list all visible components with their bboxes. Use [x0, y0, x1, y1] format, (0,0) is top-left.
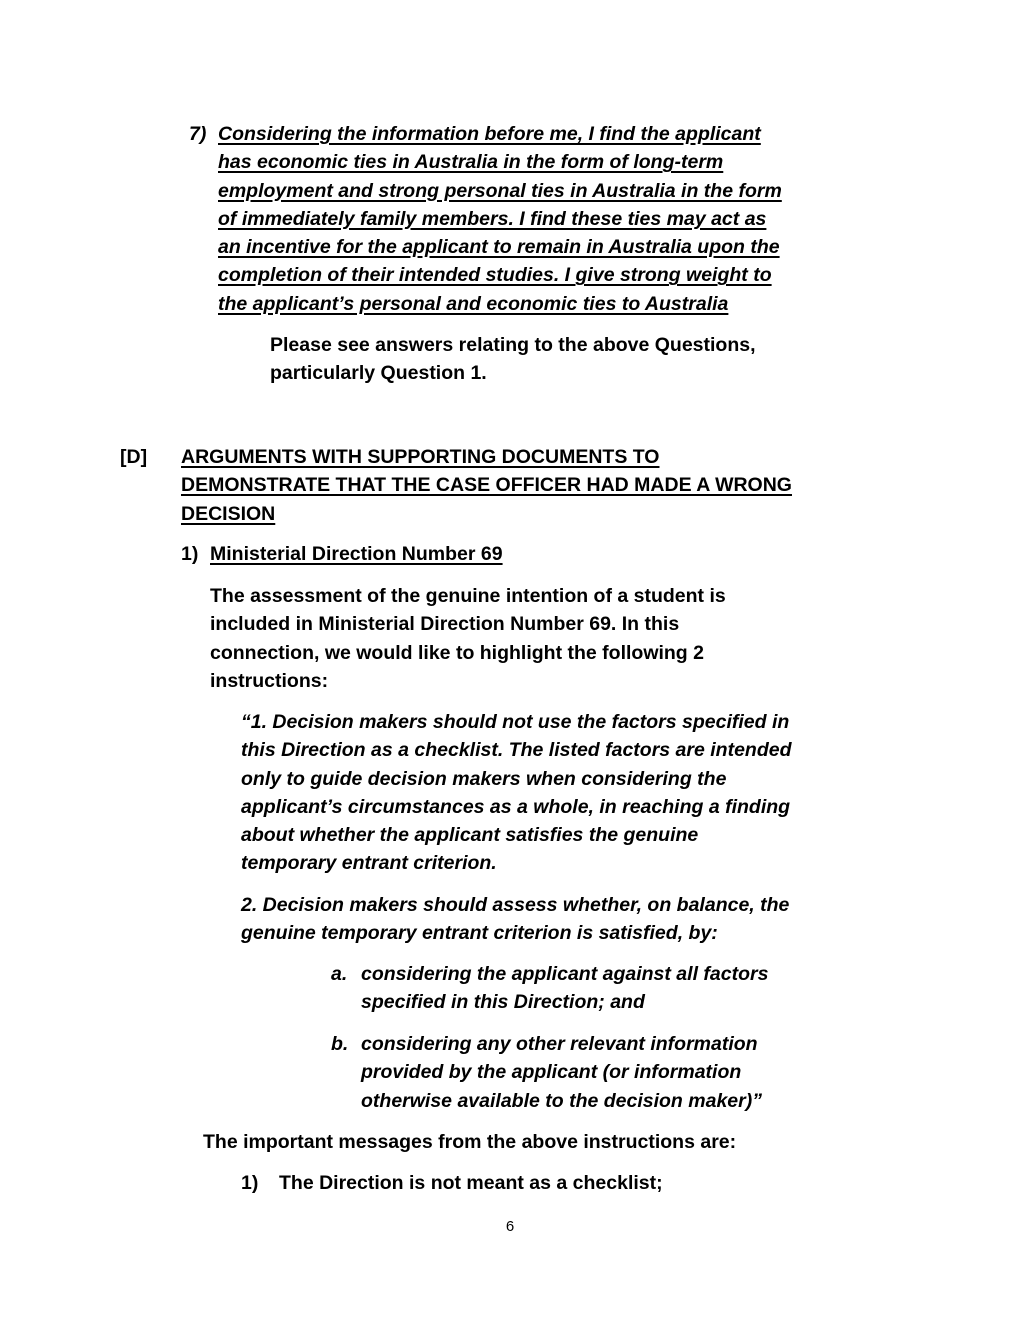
assessment-line: included in Ministerial Direction Number 69. In this [210, 613, 680, 636]
assessment-paragraph [210, 582, 726, 695]
quote-b-line: otherwise available to the decision maker)” [361, 1089, 762, 1112]
message1-text: The Direction is not meant as a checklist; [279, 1172, 663, 1194]
messages-intro: The important messages from the above instructions are: [203, 1131, 737, 1153]
quote1-line: temporary entrant criterion. [241, 852, 497, 875]
quote-a-line: considering the applicant against all factors [361, 963, 769, 985]
quote-a-paragraph [361, 960, 768, 1017]
quote1-line: this Direction as a checklist. The listed factors are intended [241, 739, 792, 762]
quote2-line: 2. Decision makers should assess whether, on balance, the [241, 894, 790, 916]
assessment-line: connection, we would like to highlight the following 2 [210, 641, 704, 664]
item7-line: of immediately family members. I find these ties may act as [218, 207, 767, 230]
quote-b-line: provided by the applicant (or information [361, 1061, 742, 1084]
assessment-line: instructions: [210, 669, 329, 692]
sub1-number: 1) [181, 543, 199, 565]
quote1-line: only to guide decision makers when considering the [241, 767, 727, 790]
item7-line: completion of their intended studies. I give strong weight to [218, 264, 772, 287]
quote-b-marker: b. [331, 1033, 349, 1055]
quote2-line: genuine temporary entrant criterion is satisfied, by: [241, 922, 718, 945]
quote1-paragraph [241, 708, 792, 878]
message1-number: 1) [241, 1172, 259, 1194]
please-see-paragraph [270, 331, 756, 388]
item7-line: Considering the information before me, I find the applicant [218, 123, 761, 145]
item7-line: the applicant’s personal and economic ties to Australia [218, 292, 729, 315]
quote-a-line: specified in this Direction; and [361, 991, 645, 1014]
quote1-line: “1. Decision makers should not use the factors specified in [241, 711, 790, 733]
section-d-heading [181, 443, 792, 528]
item7-line: has economic ties in Australia in the form of long-term [218, 151, 724, 174]
please-see-line: particularly Question 1. [270, 362, 487, 385]
section-d-heading-line: DEMONSTRATE THAT THE CASE OFFICER HAD MADE A WRONG [181, 474, 792, 497]
quote1-line: about whether the applicant satisfies the genuine [241, 824, 699, 847]
quote2-paragraph [241, 891, 789, 948]
quote1-line: applicant’s circumstances as a whole, in reaching a finding [241, 795, 791, 818]
item7-marker: 7) [189, 123, 207, 145]
section-d-heading-line: DECISION [181, 502, 276, 525]
quote-b-paragraph [361, 1030, 762, 1115]
section-d-heading-line: ARGUMENTS WITH SUPPORTING DOCUMENTS TO [181, 446, 660, 468]
quote-b-line: considering any other relevant information [361, 1033, 758, 1055]
item7-line: employment and strong personal ties in Australia in the form [218, 179, 782, 202]
section-d-label: [D] [120, 446, 148, 468]
sub1-title: Ministerial Direction Number 69 [210, 543, 503, 565]
assessment-line: The assessment of the genuine intention of a student is [210, 585, 726, 607]
item7-paragraph [218, 120, 782, 318]
quote-a-marker: a. [331, 963, 348, 985]
page-number: 6 [505, 1218, 515, 1235]
item7-line: an incentive for the applicant to remain in Australia upon the [218, 236, 780, 259]
please-see-line: Please see answers relating to the above Questions, [270, 334, 756, 356]
